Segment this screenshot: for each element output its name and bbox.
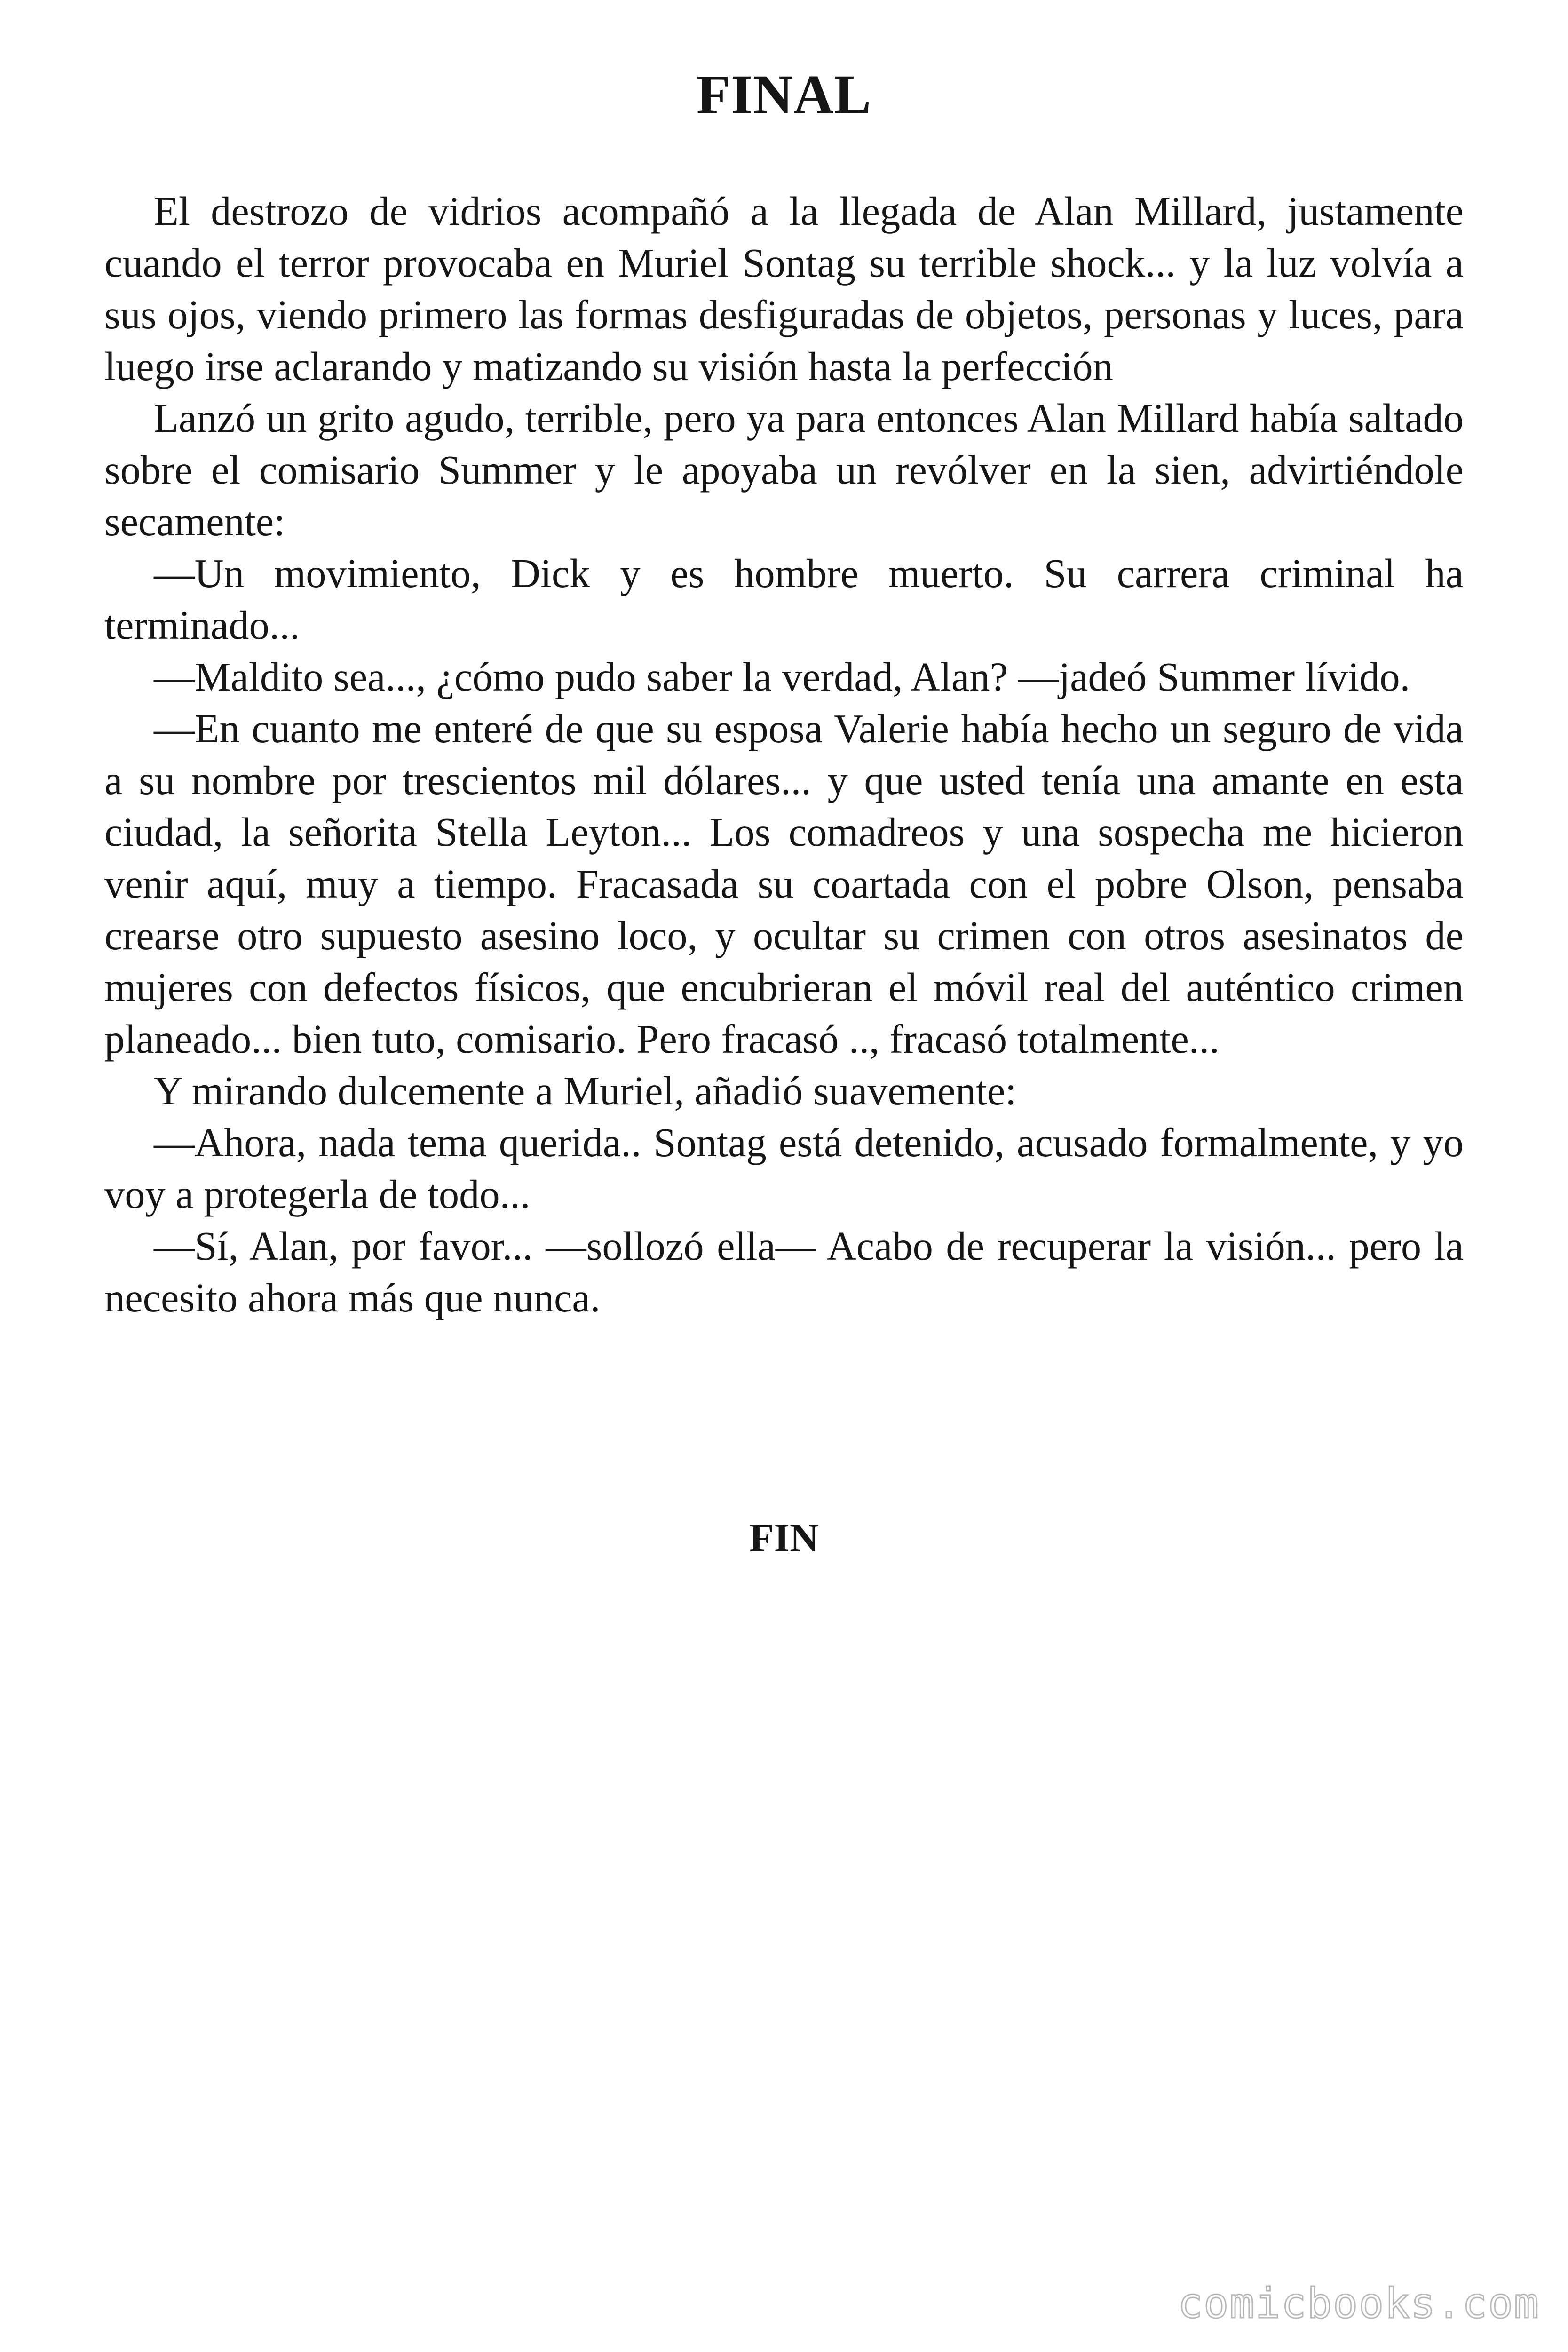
- paragraph: Y mirando dulcemente a Muriel, añadió suavemente:: [154, 1068, 1017, 1113]
- chapter-title: FINAL: [696, 64, 872, 125]
- paragraph: —En cuanto me enteré de que su esposa Valerie había hecho un seguro de vida a su nombre por trescientos mil dólares... y que usted tenía una amante en esta ciudad, la señorita Stella Leyton... Los comadreos y una sospecha me hicieron venir aquí, muy a tiempo. Fracasada su coartada con el pobre Olson, pensaba crearse otro supuesto asesino loco, y ocultar su crimen con otros asesinatos de mujeres con defectos físicos, que encubrieran el móvil real del auténtico crimen planeado... bien tuto, comisario. Pero fracasó .., fracasó totalmente...: [104, 706, 1464, 1062]
- paragraph: —Maldito sea..., ¿cómo pudo saber la verdad, Alan? —jadeó Summer lívido.: [154, 654, 1410, 699]
- paragraph: —Sí, Alan, por favor... —sollozó ella— Acabo de recuperar la visión... pero la necesito ahora más que nunca.: [104, 1224, 1464, 1320]
- paragraph: —Ahora, nada tema querida.. Sontag está detenido, acusado formalmente, y yo voy a protegerla de todo...: [104, 1120, 1464, 1217]
- chapter-body: [104, 185, 1464, 1324]
- paragraph: El destrozo de vidrios acompañó a la llegada de Alan Millard, justamente cuando el terror provocaba en Muriel Sontag su terrible shock... y la luz volvía a sus ojos, viendo primero las formas desfiguradas de objetos, personas y luces, para luego irse aclarando y matizando su visión hasta la perfección: [104, 189, 1464, 389]
- paragraph: Lanzó un grito agudo, terrible, pero ya para entonces Alan Millard había saltado sobre el comisario Summer y le apoyaba un revólver en la sien, advirtiéndole secamente:: [104, 396, 1464, 544]
- paragraph: —Un movimiento, Dick y es hombre muerto. Su carrera criminal ha terminado...: [104, 551, 1464, 648]
- end-mark: FIN: [749, 1515, 819, 1560]
- site-watermark: comicbooks.com: [1178, 2279, 1540, 2328]
